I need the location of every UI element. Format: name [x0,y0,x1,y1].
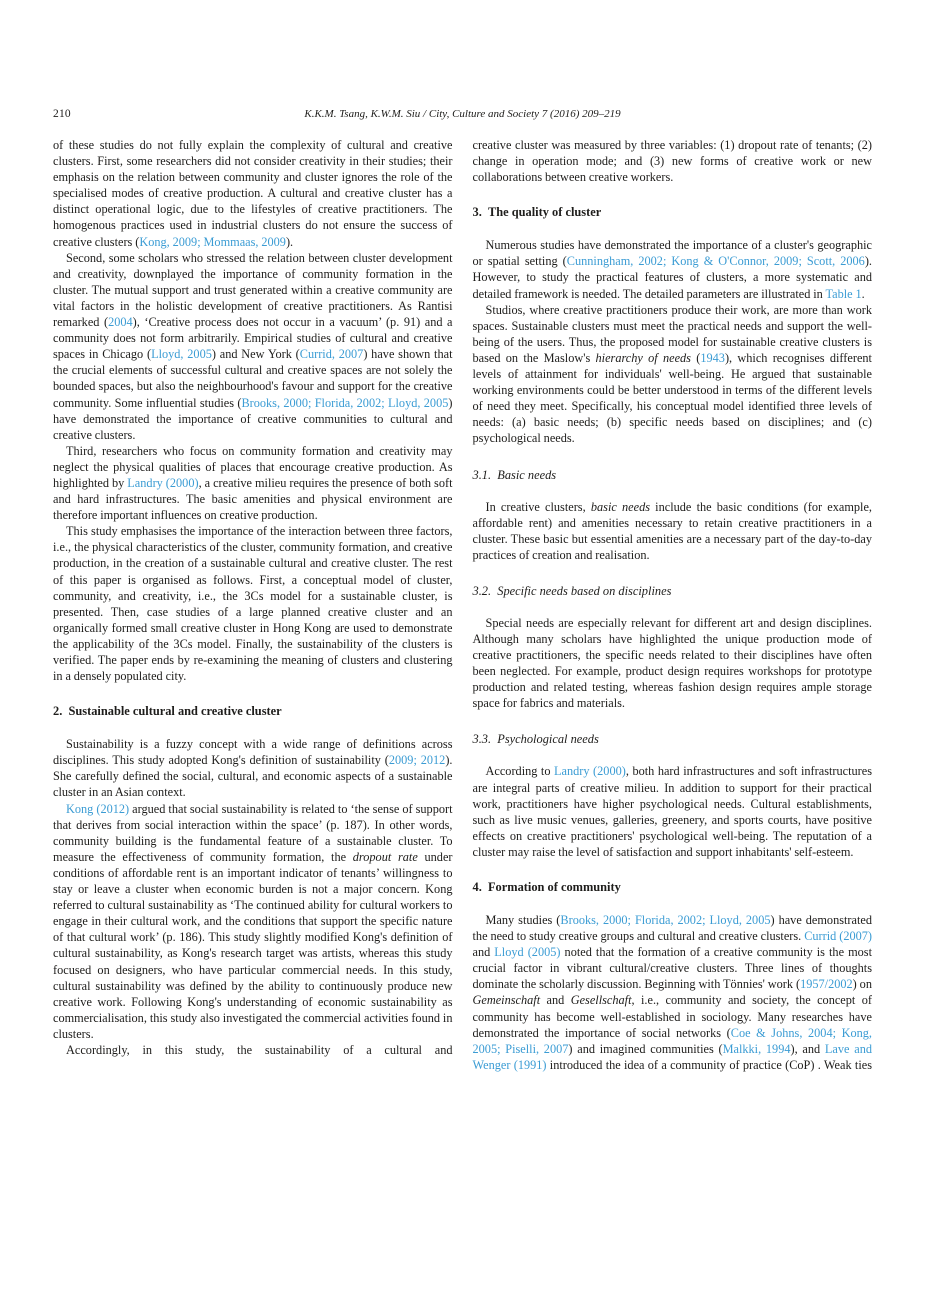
body-text: . [861,286,865,301]
citation-link[interactable]: 2004 [108,315,133,330]
left-column [53,137,453,1073]
body-text: Special needs are especially relevant for different art and design disciplines. Although many scholars have highlighted the unique production mode of creative practitioners, the specific needs related to their disciplines have often been neglected. For example, product design requires workshops for prototype production and related testing, whereas fashion design requires ample storage space for fabrics and materials. [472,615,872,711]
body-text: ), ‘Creative process does not occur in a vacuum’ (p. 91) and a community does not form arbitrarily. Empirical studies of cultural and creative spaces in Chicago ( [53,315,453,362]
subsection-heading: 3.3. Psychological needs [472,732,599,747]
body-text: and [540,993,571,1008]
paragraph [473,237,873,301]
citation-link[interactable]: Landry (2000) [127,475,199,490]
emphasis-text: dropout rate [352,849,418,864]
paragraph [53,137,453,250]
paragraph [53,523,453,684]
body-text: Second, some scholars who stressed the relation between cluster development and creativity, downplayed the importance of community formation in the cluster. The mutual support and trust generated within a creative community are vital factors in the holistic development of creative practitioners. As Rantisi remarked ( [53,250,453,330]
body-text: Third, researchers who focus on community formation and creativity may neglect the physical qualities of places that encourage creative production. As highlighted by [53,443,453,490]
body-text: creative cluster was measured by three variables: (1) dropout rate of tenants; (2) change in operation mode; and (3) new forms of creative work or new collaborations between creative workers. [472,138,872,185]
paragraph [53,443,453,523]
emphasis-text: basic needs [590,499,650,514]
citation-link[interactable]: Lave and Wenger (1991) [472,1041,872,1072]
body-text: argued that social sustainability is related to ‘the sense of support that derives from social interaction within the space’ (p. 187). In other words, community building is the fundamental feature of a sustainable cluster. To measure the effectiveness of community formation, the [53,801,453,864]
body-text: Numerous studies have demonstrated the importance of a cluster's geographic or spatial setting ( [472,238,872,269]
paragraph [473,912,873,1073]
paragraph [53,736,453,800]
body-text: noted that the formation of a creative community is the most crucial factor in vibrant cultural/creative clusters. Three lines of thoughts dominate the scholarly discussion. Beginning with Tönnies' work ( [472,945,872,992]
emphasis-text: Gemeinschaft [472,993,541,1008]
body-text: include the basic conditions (for example, affordable rent) and amenities necessary to retain creative practitioners in a cluster. These basic but essential amenities are a necessary part of the day-to-day practices of creation and realisation. [472,499,872,562]
citation-link[interactable]: 2009; 2012 [388,753,446,768]
right-column [473,137,873,1073]
citation-link[interactable]: Cunningham, 2002; Kong & O'Connor, 2009; Scott, 2006 [566,254,865,269]
citation-link[interactable]: Currid (2007) [804,929,873,944]
body-text: under conditions of affordable rent is an important indicator of tenants’ willingness to stay or leave a cluster when economic burden is not a major concern. Kong referred to cultural sustainability as ‘The continued ability for cultural workers to engage in their cultural work, and the conditions that support the specific nature of that cultural work’ (p. 186). This study slightly modified Kong's definition of cultural sustainability, as Kong's research target was artists, whereas this study focused on designers, who have particular commercial needs. In this study, cultural sustainability was defined by the ability to continuously produce new creative work. Following Kong's understanding of economic sustainability as commercialisation, this study also investigated the commercial activities found in clusters. [53,849,453,1041]
two-column-body [53,137,872,1073]
running-title: K.K.M. Tsang, K.W.M. Siu / City, Culture and Society 7 (2016) 209–219 [304,108,621,120]
paragraph [473,615,873,712]
emphasis-text: hierarchy of needs [595,350,691,365]
subsection-heading: 3.2. Specific needs based on disciplines [472,583,672,598]
paragraph [473,499,873,563]
citation-link[interactable]: Table 1 [825,286,862,301]
body-text: ) and imagined communities ( [568,1041,723,1056]
subsection-heading: 3.1. Basic needs [472,467,557,482]
paragraph [473,763,873,860]
body-text: According to [485,764,555,779]
section-heading: 3. The quality of cluster [472,205,602,220]
body-text: introduced the idea of a community of practice (CoP) . Weak ties [546,1057,872,1072]
emphasis-text: Gesellschaft [570,993,632,1008]
body-text: ). She carefully defined the social, cultural, and economic aspects of a sustainable cluster in an Asian context. [53,753,453,800]
citation-link[interactable]: Coe & Johns, 2004; Kong, 2005; Piselli, 2007 [472,1025,872,1056]
body-text: of these studies do not fully explain the complexity of cultural and creative clusters. First, some researchers did not consider creativity in their studies; their emphasis on the relation between community and cluster ignores the role of the specialised modes of creative production. A cultural and creative cluster has a distinct operational logic, due to the lifestyles of creative practitioners. The homogenous practices used in industrial clusters do not ensure the success of creative clusters ( [53,138,453,249]
body-text: ), which recognises different levels of attainment for individuals' well-being. He argued that sustainable working environments could be better understood in terms of the different levels of need they meet. Specifically, his conceptual model identified three levels of needs: (a) basic needs; (b) specific needs based on disciplines; and (c) psychological needs. [472,350,872,446]
body-text: and [472,945,495,960]
paragraph [53,1042,453,1058]
body-text: Accordingly, in this study, the sustainability of a cultural and [66,1042,453,1057]
body-text: ). However, to study the practical features of clusters, a more systematic and detailed framework is needed. The detailed parameters are illustrated in [472,254,872,301]
body-text: ), and [790,1041,825,1056]
paragraph [473,137,873,185]
citation-link[interactable]: Landry (2000) [554,764,626,779]
page-header [53,108,872,124]
body-text: , i.e., community and society, the concept of community has become well-established in sociology. Many researches have demonstrated the importance of social networks ( [472,993,872,1040]
body-text: ( [690,350,701,365]
citation-link[interactable]: Malkki, 1994 [722,1041,791,1056]
citation-link[interactable]: Lloyd (2005) [494,945,561,960]
paragraph [53,250,453,443]
citation-link[interactable]: Kong (2012) [66,801,130,816]
page-number: 210 [53,108,71,120]
body-text: Sustainability is a fuzzy concept with a wide range of definitions across disciplines. This study adopted Kong's definition of sustainability ( [53,737,453,768]
body-text: ) and New York ( [211,347,300,362]
citation-link[interactable]: 1957/2002 [800,977,853,992]
body-text: Studios, where creative practitioners produce their work, are more than work spaces. Sustainable clusters must meet the practical needs and support the well-being of the users. Thus, the proposed model for sustainable creative clusters is based on the Maslow's [472,302,872,365]
citation-link[interactable]: Brooks, 2000; Florida, 2002; Lloyd, 2005 [560,913,771,927]
body-text: ). [285,234,294,249]
body-text: , a creative milieu requires the presence of both soft and hard infrastructures. The basic amenities and physical environment are therefore important influences on creative production. [53,475,453,523]
citation-link[interactable]: Currid, 2007 [299,347,364,362]
body-text: This study emphasises the importance of the interaction between three factors, i.e., the physical characteristics of the cluster, community formation, and creative production, in the creation of a sustainable cultural and creative cluster. The rest of this paper is organised as follows. First, a conceptual model of cluster, community, and creativity, i.e., the 3Cs model for a sustainable cluster, is presented. Then, case studies of a large planned creative cluster and an organically formed small creative cluster in Hong Kong are used to demonstrate the applicability of the 3Cs model. Finally, the sustainability of the clusters is verified. The paper ends by re-examining the meaning of clusters and clustering in a densely populated city. [53,524,453,684]
section-heading: 4. Formation of community [472,880,621,894]
body-text: ) have demonstrated the need to study creative groups and cultural and creative clusters. [472,913,872,944]
body-text: ) have demonstrated the importance of creative communities to cultural and creative clusters. [53,395,453,442]
citation-link[interactable]: Lloyd, 2005 [151,347,212,362]
body-text: , both hard infrastructures and soft infrastructures are integral parts of creative milieu. In addition to support for their practical work, practitioners have higher psychological needs. Cultural establishments, such as live music venues, galleries, greenery, and sports courts, have positive effects on creative practitioners' psychological well-being. The reputation of a cluster may raise the level of satisfaction and support inhabitants' self-esteem. [472,764,872,859]
body-text: ) on [852,977,872,992]
body-text: Many studies ( [485,913,561,927]
citation-link[interactable]: 1943 [700,350,725,365]
body-text: ) have shown that the crucial elements of successful cultural and creative spaces are not solely the bounded spaces, but also the neighbourhood's favour and support for the creative community. Some influential studies ( [53,347,453,410]
body-text: In creative clusters, [485,499,591,514]
section-heading: 2. Sustainable cultural and creative cluster [53,704,282,719]
citation-link[interactable]: Kong, 2009; Mommaas, 2009 [139,234,286,249]
paragraph [53,801,453,1042]
citation-link[interactable]: Brooks, 2000; Florida, 2002; Lloyd, 2005 [241,395,449,410]
paragraph [473,302,873,447]
